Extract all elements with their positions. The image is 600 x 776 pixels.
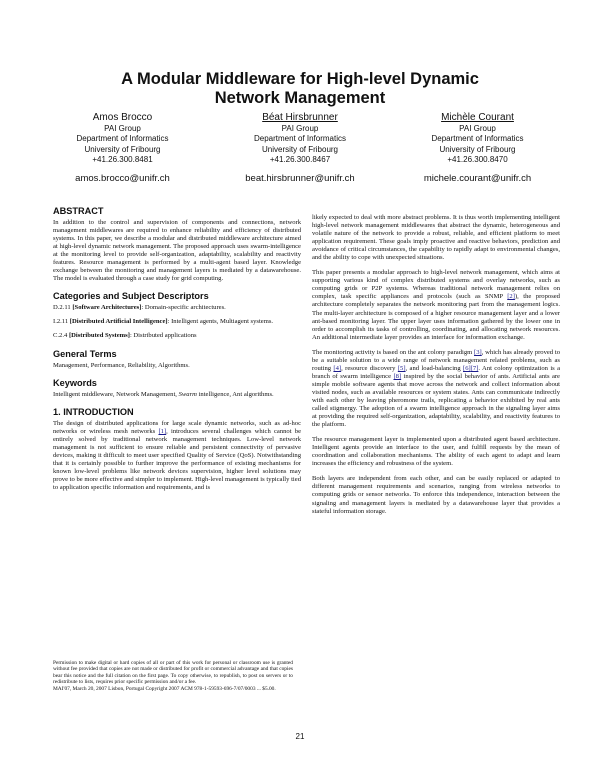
right-column	[312, 214, 560, 523]
title-line-1: A Modular Middleware for High-level Dynamic	[121, 70, 479, 88]
author-email: beat.hirsbrunner@unifr.ch	[245, 172, 355, 184]
author-phone: +41.26.300.8467	[269, 155, 331, 165]
abstract-heading: ABSTRACT	[53, 206, 104, 216]
citation-link[interactable]: [5]	[397, 364, 406, 372]
author-email: michele.courant@unifr.ch	[423, 172, 532, 184]
citation-link[interactable]: [2]	[507, 293, 515, 301]
author-group: PAI Group	[459, 124, 496, 133]
author-dept: Department of Informatics	[431, 134, 524, 144]
general-terms-heading: General Terms	[53, 348, 117, 359]
author-dept: Department of Informatics	[253, 134, 347, 144]
author-univ: University of Fribourg	[439, 144, 516, 154]
title-line-2: Network Management	[214, 89, 386, 107]
introduction-heading: 1. INTRODUCTION	[53, 406, 134, 417]
footnote-permission: Permission to make digital or hard copies of all or part of this work for personal or classroom use is granted without fee provided that copies are not made or distributed for profit or commercial advantage and that copies bear this notice and the full citation on the first page. To copy otherwise, to republish, to post on servers or to redistribute to lists, requires prior specific permission and/or a fee.	[53, 660, 293, 686]
right-paragraph-4: The resource management layer is implemented upon a distributed agent based architecture. Intelligent agents provide an interface to the user, and fulfill requests by the mean of coordination and collaboration mechanisms. The ability of each agent to adapt and learn increases the efficiency and robustness of the system.	[312, 436, 560, 468]
author-3	[395, 112, 560, 184]
citation-link[interactable]: [7]	[470, 364, 479, 372]
categories-heading: Categories and Subject Descriptors	[53, 291, 209, 302]
general-terms-text: Management, Performance, Reliability, Algorithms.	[53, 361, 190, 369]
author-email: amos.brocco@unifr.ch	[75, 172, 170, 184]
author-phone: +41.26.300.8470	[447, 155, 508, 165]
citation-link[interactable]: [6]	[463, 364, 471, 372]
right-paragraph-1: likely expected to deal with more abstract problems. It is thus worth implementing intelligent high-level network management middlewares that abstract the dynamic, heterogeneous and volatile nature of the network to provide a robust, reliable, and efficient platform to meet application requirement. These goals imply proactive and reactive behaviors, prediction and avoidance of critical circumstances, the capability to rapidly adapt to environmental changes, and the ability to cope with unexpected situations.	[312, 214, 560, 262]
citation-link[interactable]: [1]	[158, 427, 167, 435]
keywords-heading: Keywords	[53, 377, 97, 388]
author-name[interactable]: Michèle Courant	[441, 112, 514, 123]
keywords-text: Intelligent middleware, Network Management, Swarm intelligence, Ant algorithms.	[53, 390, 274, 398]
author-name: Amos Brocco	[92, 112, 153, 123]
paper-title	[40, 70, 560, 108]
introduction-paragraph: The design of distributed applications for large scale dynamic networks, such as ad-hoc networks or wireless mesh networks [1], introduces several challenges which cannot be entirely solved by traditional network management techniques. Low-level network management is not sufficient to ensure reliable and persistent connectivity of pervasive devices, making it difficult to meet user specified Quality of Service (QoS). Notwithstanding that it is certainly possible to further improve the performance of existing mechanisms for known low-level problems like network devices supervision, higher level solutions may prove to be more effective and simpler to implement. High-level management is typically tied to application specific information and requirements, and is	[53, 419, 302, 491]
copyright-footnote	[53, 660, 293, 692]
footnote-conference: MAI'07, March 20, 2007 Lisbon, Portugal Copyright 2007 ACM 978-1-59593-696-7/07/0003 ... $5.00.	[53, 685, 276, 692]
abstract-text: In addition to the control and supervision of components and connections, network management middlewares are required to enhance reliability and efficiency of distributed systems. In this paper, we describe a modular and distributed middleware architecture aimed at high-level dynamic network management. The proposed approach uses swarm-intelligence at the monitoring level to provide self-organization, adaptability, scalability and reactivity features. Resource management is performed by a multi-agent based layer. Knowledge exchange between the monitoring and management layers is mediated by a datawarehouse. The model is evaluated through a case study for grid computing.	[53, 219, 301, 283]
citation-link[interactable]: [4]	[333, 364, 342, 372]
author-phone: +41.26.300.8481	[92, 155, 153, 165]
right-paragraph-2: This paper presents a modular approach to high-level network management, which aims at supporting various kind of complex distributed systems and overlay networks, such as computing grids or P2P systems. Whereas traditional network management relies on complex, task specific appliances and protocols (such as SNMP [2]), the proposed architecture completely separates the network monitoring part from the management logics. The multi-layer architecture is composed of a higher resource management layer and a lower ant-based monitoring layer. The upper layer uses information gathered by the lower one in order to accomplish its tasks of controlling, coordinating, and allocating network resources. An additional intermediate layer provides an interface for information exchange.	[312, 269, 560, 341]
author-block	[40, 112, 560, 184]
right-paragraph-3: The monitoring activity is based on the ant colony paradigm [3], which has already proved to be a suitable solution to a wide range of network management related problems, such as routing [4], resource discovery [5], and load-balancing [6][7]. Ant colony optimization is a branch of swarm intelligence [8] inspired by the social behavior of ants. Artificial ants are simple mobile software agents that move across the network and collect information about visited nodes, such as available resources or system states. Ants can communicate indirectly with each other by leaving pheromone trails, replicating a behavior exhibited by real ants called stigmergy. The adoption of a swarm intelligence approach in the signaling layer aims at providing the required self-organization, adaptability, scalability, and reactivity features to the platform.	[312, 348, 561, 429]
citation-link[interactable]: [8]	[393, 372, 402, 380]
author-univ: University of Fribourg	[261, 144, 339, 154]
citation-link[interactable]: [3]	[474, 348, 482, 356]
author-dept: Department of Informatics	[76, 134, 169, 144]
author-group: PAI Group	[104, 124, 141, 133]
left-column	[53, 206, 301, 499]
category-item: D.2.11 [Software Architectures]: Domain-specific architectures.	[53, 304, 226, 312]
page-number: 21	[295, 732, 305, 741]
author-2	[218, 112, 383, 184]
author-name[interactable]: Béat Hirsbrunner	[262, 112, 338, 123]
author-group: PAI Group	[281, 124, 319, 133]
category-item: I.2.11 [Distributed Artificial Intelligence]: Intelligent agents, Multiagent systems.	[53, 318, 274, 326]
category-item: C.2.4 [Distributed Systems]: Distributed applications	[53, 332, 197, 340]
right-paragraph-5: Both layers are independent from each other, and can be easily replaced or adapted to different management requirements and scenarios, ranging from wireless networks to computing grids or sensor networks. To enforce this independence, interaction between the signaling and management layers is mediated by a datawarehouse layer that provides a stateful information storage.	[312, 475, 560, 515]
author-univ: University of Fribourg	[84, 144, 161, 154]
author-1	[40, 112, 205, 184]
